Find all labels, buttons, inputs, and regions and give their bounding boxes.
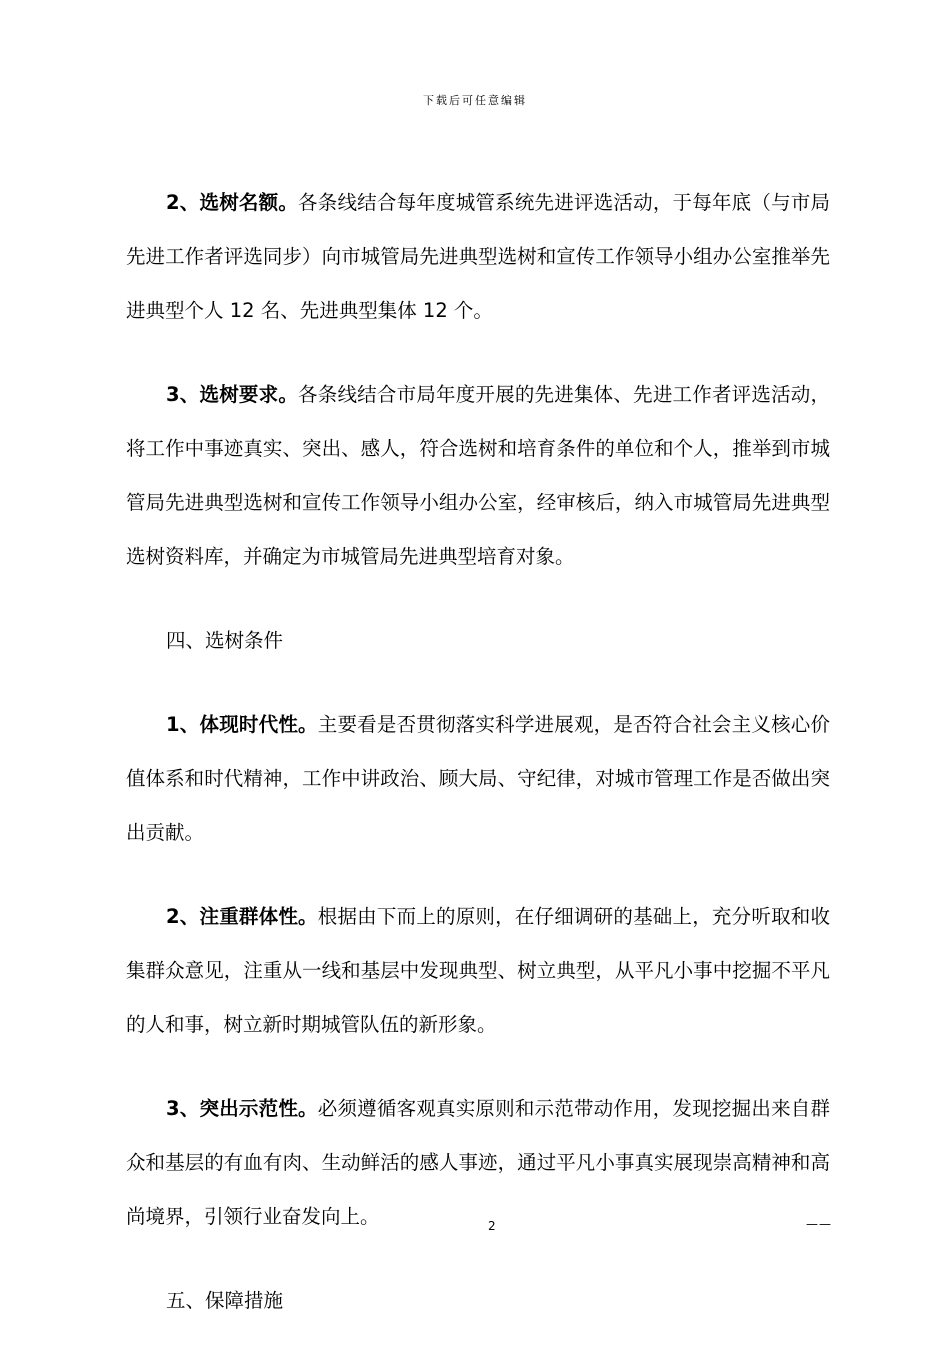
paragraph-lead: 3、突出示范性。 — [166, 1097, 318, 1120]
paragraph-selection-quota — [126, 176, 830, 338]
paragraph-text: 根据由下而上的原则，在仔细调研的基础上，充分听取和收集群众意见，注重从一线和基层中发现典型、树立典型，从平凡小事中挖掘不平凡的人和事，树立新时期城管队伍的新形象。 — [126, 905, 830, 1036]
paragraph-lead: 2、选树名额。 — [166, 191, 299, 214]
paragraph-lead: 3、选树要求。 — [166, 383, 299, 406]
document-body — [126, 176, 830, 1358]
footer-dash: —— — [806, 1217, 832, 1231]
paragraph-lead: 2、注重群体性。 — [166, 905, 318, 928]
paragraph-selection-requirements — [126, 368, 830, 584]
paragraph-text: 必须遵循客观真实原则和示范带动作用，发现挖掘出来自群众和基层的有血有肉、生动鲜活的感人事迹，通过平凡小事真实展现崇高精神和高尚境界，引领行业奋发向上。 — [126, 1097, 830, 1228]
paragraph-exemplary — [126, 1082, 830, 1244]
paragraph-lead: 1、体现时代性。 — [166, 713, 318, 736]
paragraph-text: 各条线结合每年度城管系统先进评选活动，于每年底（与市局先进工作者评选同步）向市城管局先进典型选树和宣传工作领导小组办公室推举先进典型个人 12 名、先进典型集体 12 个。 — [126, 191, 830, 322]
paragraph-text: 各条线结合市局年度开展的先进集体、先进工作者评选活动，将工作中事迹真实、突出、感人，符合选树和培育条件的单位和个人，推举到市城管局先进典型选树和宣传工作领导小组办公室，经审核后，纳入市城管局先进典型选树资料库，并确定为市城管局先进典型培育对象。 — [126, 383, 830, 568]
section-heading-selection-conditions: 四、选树条件 — [166, 629, 284, 652]
paragraph-text: 主要看是否贯彻落实科学进展观，是否符合社会主义核心价值体系和时代精神，工作中讲政治、顾大局、守纪律，对城市管理工作是否做出突出贡献。 — [126, 713, 830, 844]
page-number: 2 — [488, 1219, 496, 1233]
page-header: 下载后可任意编辑 — [423, 94, 527, 107]
paragraph-reflect-era — [126, 698, 830, 860]
paragraph-group-focus — [126, 890, 830, 1052]
section-heading-safeguards: 五、保障措施 — [166, 1289, 284, 1312]
